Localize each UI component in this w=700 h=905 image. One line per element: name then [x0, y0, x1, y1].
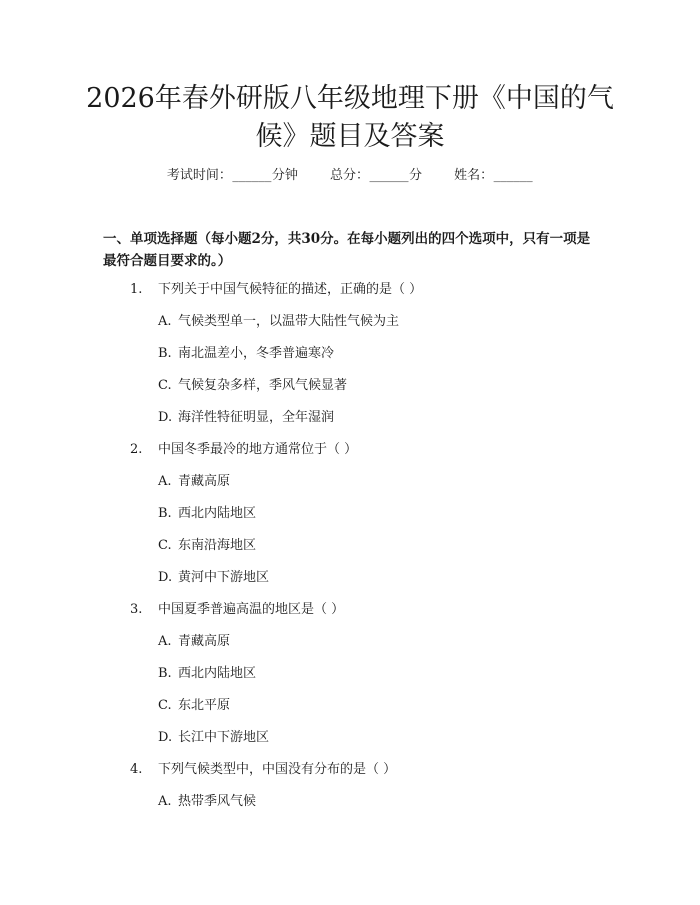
question-text: 中国冬季最冷的地方通常位于（ ） [158, 442, 358, 457]
exam-info-line [0, 166, 700, 186]
question-2 [0, 442, 700, 602]
option-text: 气候类型单一，以温带大陆性气候为主 [178, 314, 400, 329]
option-text: 海洋性特征明显，全年湿润 [178, 410, 335, 425]
option-a [0, 794, 700, 826]
option-text: 东南沿海地区 [178, 538, 257, 553]
option-letter: D. [158, 570, 173, 585]
option-text: 西北内陆地区 [178, 506, 257, 521]
question-number: 2. [130, 442, 143, 457]
option-d [0, 570, 700, 602]
question-number: 3. [130, 602, 143, 617]
question-text: 中国夏季普遍高温的地区是（ ） [158, 602, 345, 617]
option-text: 东北平原 [178, 698, 231, 713]
option-c [0, 538, 700, 570]
option-b [0, 346, 700, 378]
question-stem [0, 442, 700, 474]
exam-time-unit: 分钟 [271, 168, 298, 183]
option-letter: C. [158, 698, 172, 713]
total-score-field [330, 168, 422, 183]
document-title: 2026年春外研版八年级地理下册《中国的气候》题目及答案 [86, 83, 614, 152]
option-a [0, 314, 700, 346]
total-score-label: 总分： [329, 168, 369, 183]
option-letter: C. [158, 538, 172, 553]
option-text: 热带季风气候 [178, 794, 257, 809]
option-c [0, 378, 700, 410]
option-text: 黄河中下游地区 [178, 570, 270, 585]
option-b [0, 506, 700, 538]
option-a [0, 474, 700, 506]
option-text: 长江中下游地区 [178, 730, 270, 745]
option-letter: A. [158, 634, 172, 649]
option-text: 南北温差小，冬季普遍寒冷 [178, 346, 335, 361]
question-text: 下列关于中国气候特征的描述，正确的是（ ） [158, 282, 423, 297]
option-d [0, 410, 700, 442]
option-letter: A. [158, 794, 172, 809]
exam-time-label: 考试时间： [166, 168, 232, 183]
question-list [0, 282, 700, 826]
question-text: 下列气候类型中，中国没有分布的是（ ） [158, 762, 397, 777]
option-letter: A. [158, 474, 172, 489]
option-letter: A. [158, 314, 172, 329]
option-text: 青藏高原 [178, 634, 231, 649]
exam-time-field [167, 168, 298, 183]
option-letter: B. [158, 506, 172, 521]
option-a [0, 634, 700, 666]
question-1 [0, 282, 700, 442]
question-stem [0, 602, 700, 634]
option-text: 青藏高原 [178, 474, 231, 489]
option-b [0, 666, 700, 698]
option-d [0, 730, 700, 762]
option-letter: D. [158, 730, 173, 745]
question-stem [0, 282, 700, 314]
question-number: 4. [130, 762, 143, 777]
option-text: 气候复杂多样，季风气候显著 [178, 378, 348, 393]
question-number: 1. [130, 282, 143, 297]
question-3 [0, 602, 700, 762]
name-blank: ______ [493, 168, 533, 183]
exam-time-blank: ______ [232, 168, 272, 183]
option-letter: D. [158, 410, 173, 425]
question-4 [0, 762, 700, 826]
total-score-blank: ______ [369, 168, 409, 183]
option-letter: B. [158, 346, 172, 361]
option-text: 西北内陆地区 [178, 666, 257, 681]
name-field [454, 168, 533, 183]
question-stem [0, 762, 700, 794]
name-label: 姓名： [454, 168, 494, 183]
option-letter: B. [158, 666, 172, 681]
option-c [0, 698, 700, 730]
total-score-unit: 分 [409, 168, 423, 183]
section-heading: 一、单项选择题（每小题2分，共30分。在每小题列出的四个选项中，只有一项是最符合题目要求的。） [103, 231, 591, 269]
option-letter: C. [158, 378, 172, 393]
